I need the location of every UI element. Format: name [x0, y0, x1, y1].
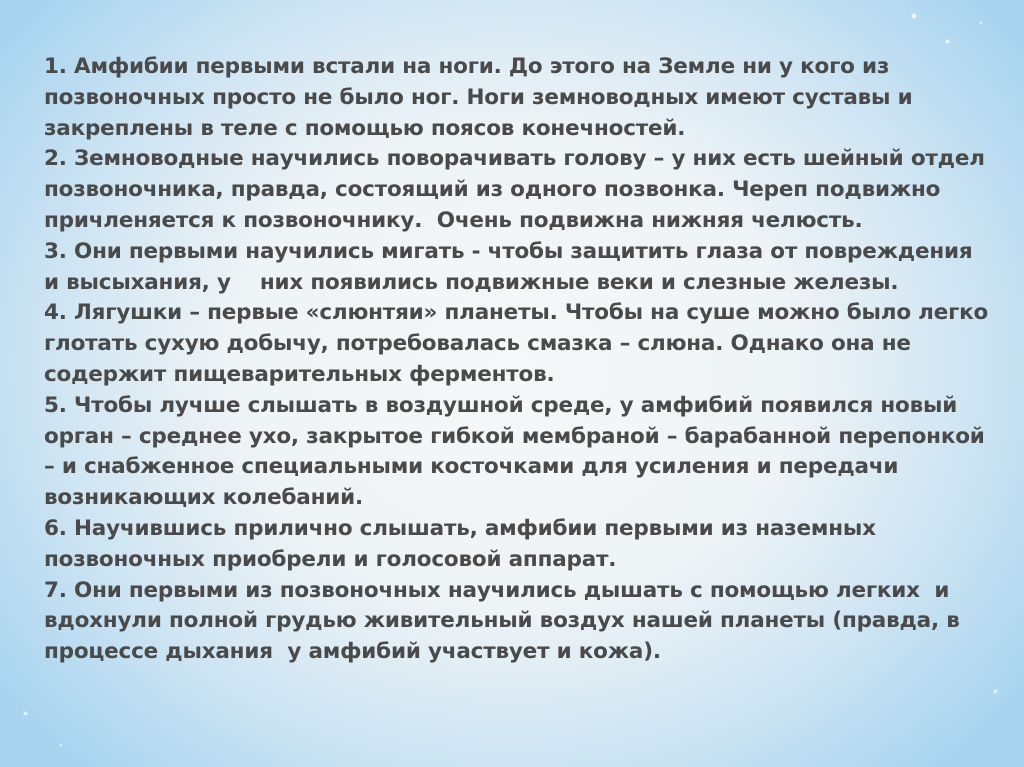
- paragraph-3: 3. Они первыми научились мигать - чтобы защитить глаза от повреждения и высыхания, у них появились подвижные веки и слезные железы.: [44, 238, 980, 295]
- paragraph-1: 1. Амфибии первыми встали на ноги. До этого на Земле ни у кого из позвоночных просто не было ног. Ноги земноводных имеют суставы и закреплены в теле с помощью поясов конечностей.: [44, 54, 920, 141]
- paragraph-7: 7. Они первыми из позвоночных научились дышать с помощью легких и вдохнули полной грудью живительный воздух нашей планеты (правда, в процессе дыхания у амфибий участвует и кожа).: [44, 577, 967, 665]
- slide-text-body: [44, 52, 994, 668]
- sparkle-decoration: [946, 40, 949, 43]
- paragraph-2: 2. Земноводные научились поворачивать голову – у них есть шейный отдел позвоночника, правда, состоящий из одного позвонка. Череп подвижно причленяется к позвоночнику. Очень подвижна нижняя челюсть.: [44, 146, 993, 233]
- paragraph-4: 4. Лягушки – первые «слюнтяи» планеты. Чтобы на суше можно было легко глотать сухую добычу, потребовалась смазка – слюна. Однако она не содержит пищеварительных ферментов.: [44, 300, 996, 387]
- sparkle-decoration: [994, 690, 997, 693]
- paragraph-5: 5. Чтобы лучше слышать в воздушной среде, у амфибий появился новый орган – среднее ухо, закрытое гибкой мембраной – барабанной перепонкой – и снабженное специальными косточками для усиления и передачи возникающих колебаний.: [44, 392, 992, 511]
- paragraph-6: 6. Научившись прилично слышать, амфибии первыми из наземных позвоночных приобрели и голосовой аппарат.: [44, 515, 884, 572]
- sparkle-decoration: [912, 14, 916, 18]
- sparkle-decoration: [24, 712, 27, 715]
- sparkle-decoration: [980, 22, 982, 24]
- sparkle-decoration: [60, 744, 62, 746]
